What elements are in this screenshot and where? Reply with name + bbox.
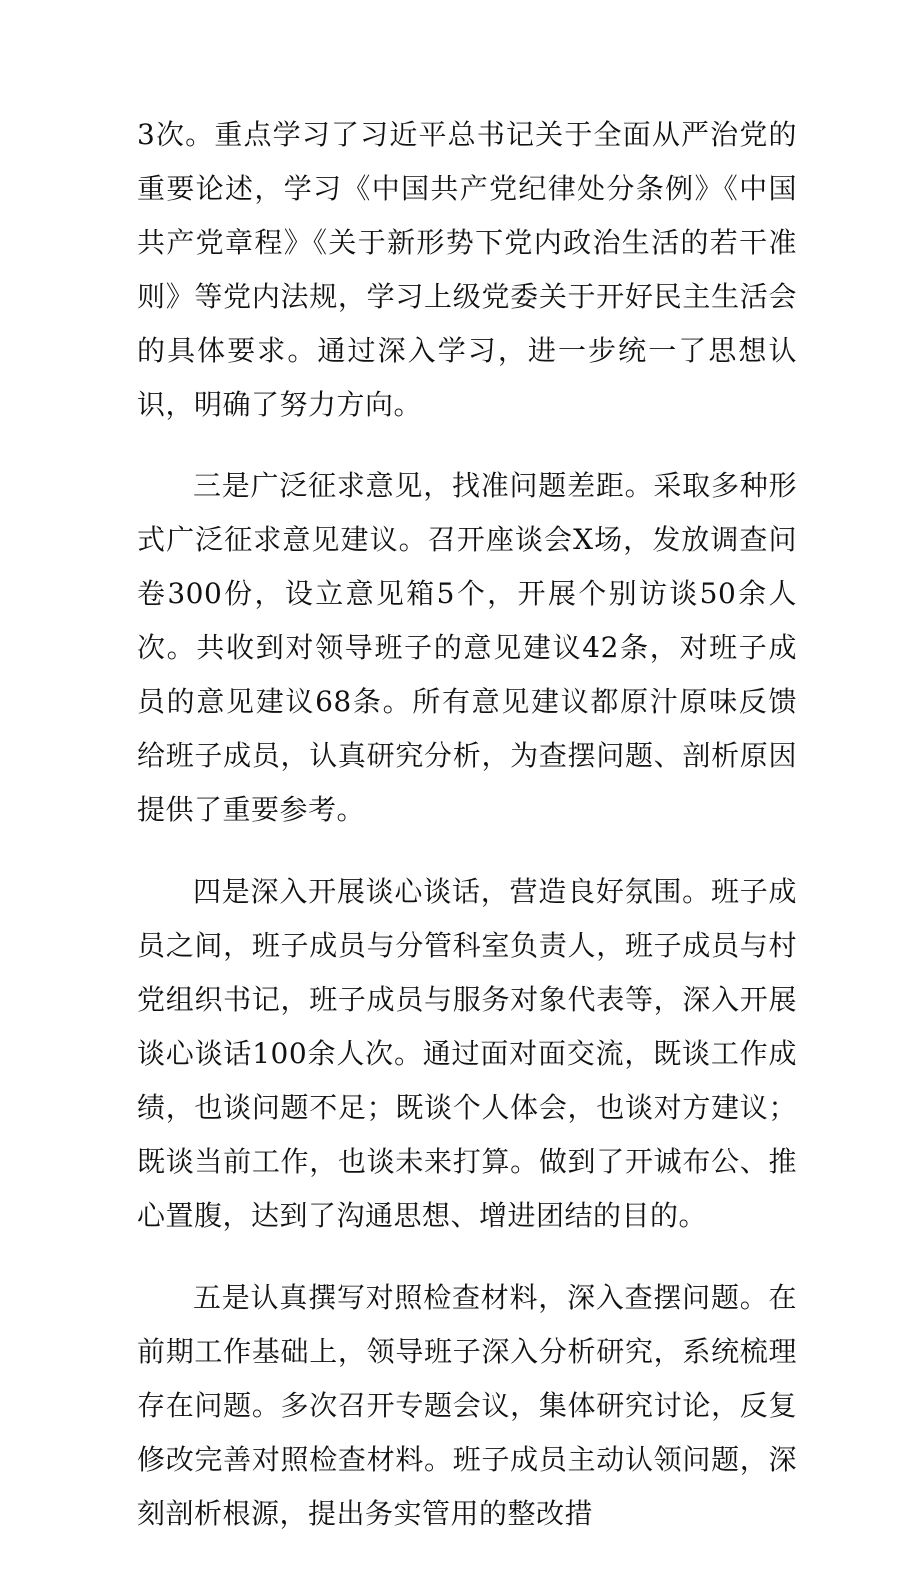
paragraph-study-continuation: 3次。重点学习了习近平总书记关于全面从严治党的重要论述，学习《中国共产党纪律处分条例》《中国共产党章程》《关于新形势下党内政治生活的若干准则》等党内法规，学习上级党委关于开好民主生活会的具体要求。通过深入学习，进一步统一了思想认识，明确了努力方向。 [137,118,797,421]
document-body [137,108,797,1569]
paragraph-inspection-materials: 五是认真撰写对照检查材料，深入查摆问题。在前期工作基础上，领导班子深入分析研究，系统梳理存在问题。多次召开专题会议，集体研究讨论，反复修改完善对照检查材料。班子成员主动认领问题，深刻剖析根源，提出务实管用的整改措 [137,1281,797,1530]
paragraph-heart-to-heart-talks: 四是深入开展谈心谈话，营造良好氛围。班子成员之间，班子成员与分管科室负责人，班子成员与村党组织书记，班子成员与服务对象代表等，深入开展谈心谈话100余人次。通过面对面交流，既谈工作成绩，也谈问题不足；既谈个人体会，也谈对方建议；既谈当前工作，也谈未来打算。做到了开诚布公、推心置腹，达到了沟通思想、增进团结的目的。 [137,875,797,1232]
paragraph-solicit-opinions: 三是广泛征求意见，找准问题差距。采取多种形式广泛征求意见建议。召开座谈会X场，发放调查问卷300份，设立意见箱5个，开展个别访谈50余人次。共收到对领导班子的意见建议42条，对班子成员的意见建议68条。所有意见建议都原汁原味反馈给班子成员，认真研究分析，为查摆问题、剖析原因提供了重要参考。 [137,469,797,826]
